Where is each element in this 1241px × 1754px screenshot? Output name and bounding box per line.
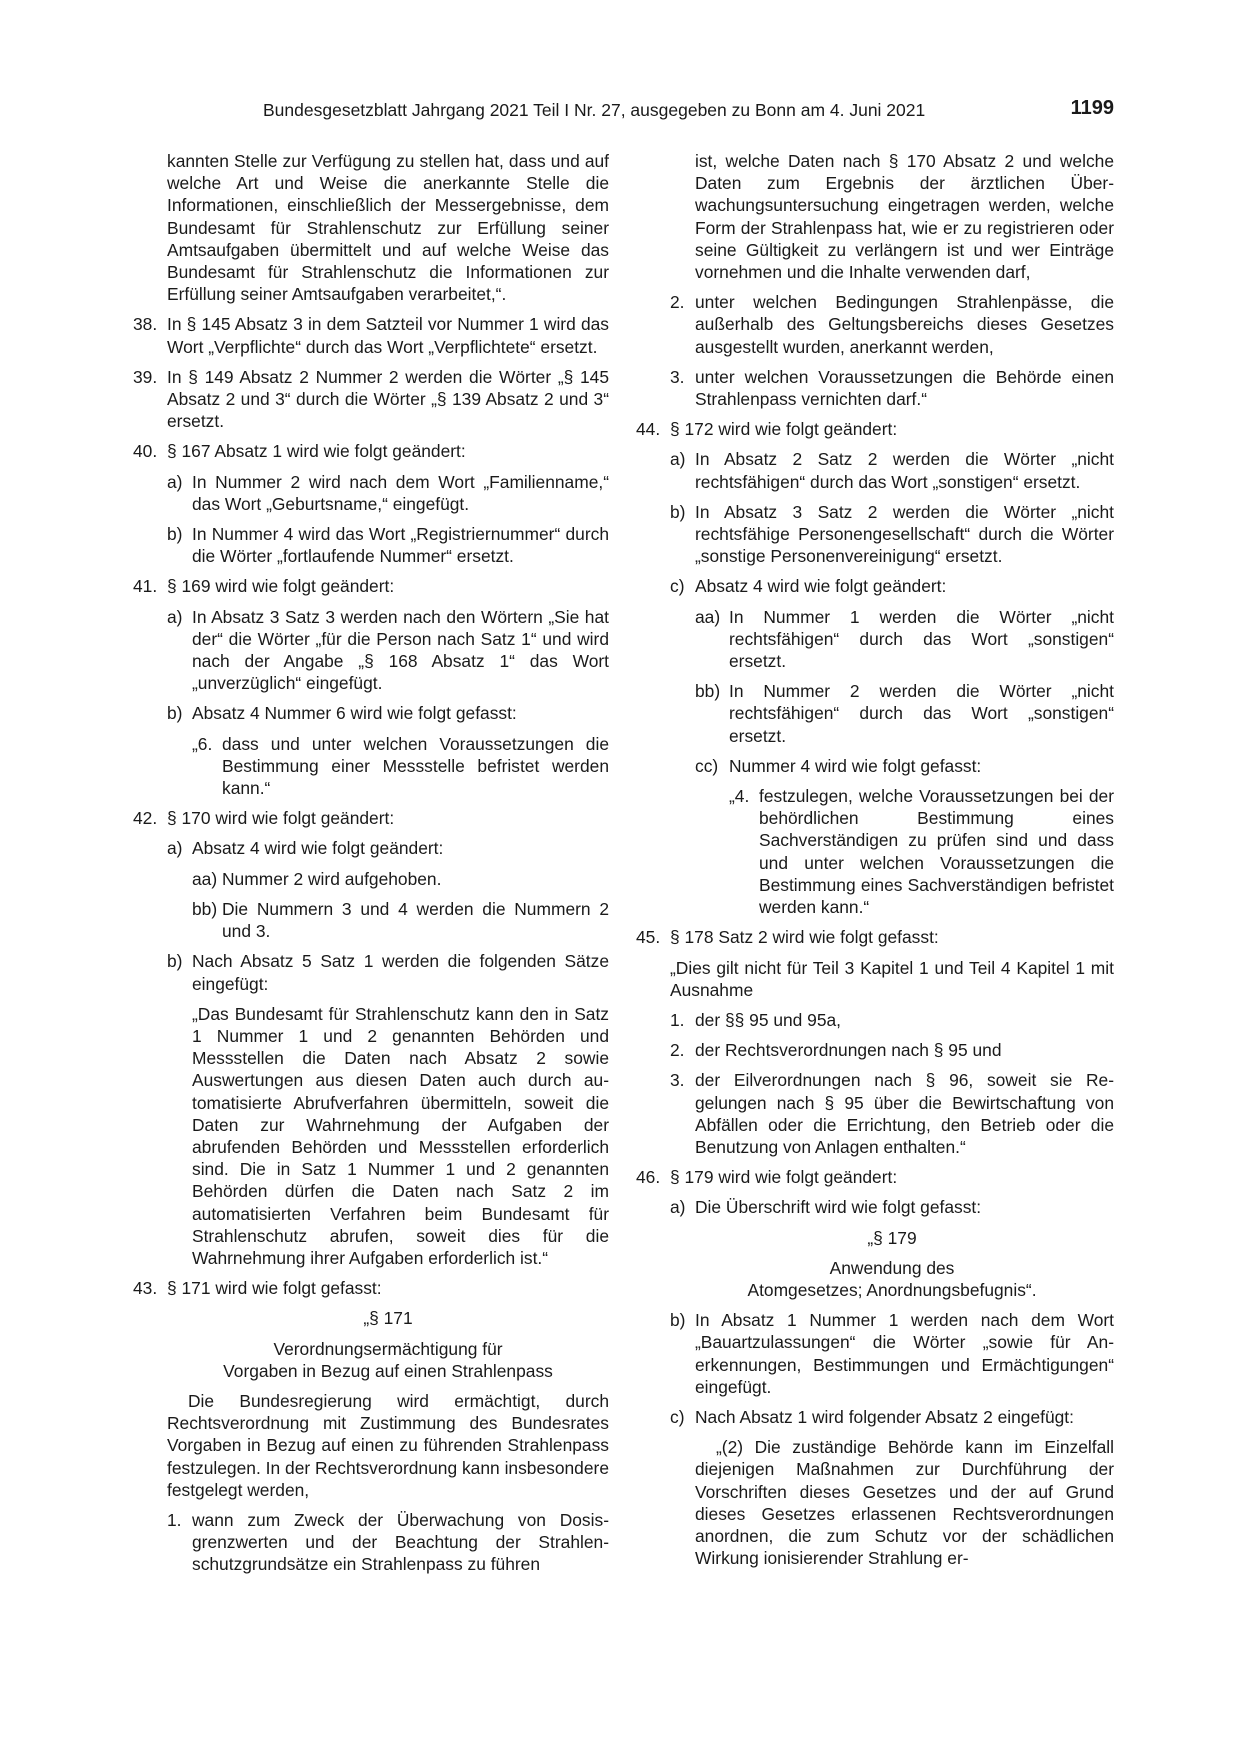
item-letter: a) xyxy=(167,838,183,859)
section-number: „§ 179 xyxy=(867,1227,917,1248)
page-header xyxy=(263,97,1114,126)
list-subitem-40b xyxy=(167,523,609,567)
item-letter: a) xyxy=(670,1197,686,1218)
list-subitem-44c-bb xyxy=(695,680,1114,747)
quoted-paragraph: „Dies gilt nicht für Teil 3 Kapitel 1 und Teil 4 Kapitel 1 mit Ausnahme xyxy=(670,957,1114,1000)
list-subitem-40a xyxy=(167,471,609,515)
section-point-2 xyxy=(670,291,1114,358)
item-text: § 179 wird wie folgt geändert: xyxy=(670,1167,898,1188)
item-text: In Nummer 4 wird das Wort „Registriernummer“ durch die Wörter „fortlaufende Nummer“ ersetzt. xyxy=(192,524,609,567)
item-text: unter welchen Voraussetzungen die Behörde einen Strahlenpass vernichten darf.“ xyxy=(695,366,1114,410)
continued-paragraph: kannten Stelle zur Verfügung zu stellen hat, dass und auf welche Art und Weise die anerkannte Stelle die Informationen, einschließlich der Messergebnisse, dem Bundesamt für Strahlenschutz zur Erfüllung seiner Amtsaufgaben übermittelt und auf welche Weise das Bundesamt für Strahlenschutz die Informationen zur Erfüllung seiner Amtsaufgaben verarbeitet,“. xyxy=(167,151,609,305)
item-number: 38. xyxy=(133,314,158,335)
item-letter: b) xyxy=(167,951,183,972)
item-text: In Nummer 1 werden die Wörter „nicht rechtsfähigen“ durch das Wort „sonstigen“ ersetzt. xyxy=(729,606,1114,672)
section-point-1 xyxy=(167,1509,609,1576)
gazette-title: Bundesgesetzblatt Jahrgang 2021 Teil I Nr. 27, ausgegeben zu Bonn am 4. Juni 2021 xyxy=(263,100,926,120)
item-letter: bb) xyxy=(192,898,218,919)
item-text: In Nummer 2 wird nach dem Wort „Familienname,“ das Wort „Geburtsname,“ eingefügt. xyxy=(192,471,609,514)
item-text: der §§ 95 und 95a, xyxy=(695,1009,842,1030)
quoted-point-1 xyxy=(670,1009,1114,1031)
right-column xyxy=(636,150,1114,1569)
item-number: 45. xyxy=(636,927,661,948)
section-number: „§ 171 xyxy=(363,1308,413,1329)
item-text: wann zum Zweck der Überwachung von Dosisgrenzwerten und der Beachtung der Strahlenschutzgrundsätze ein Strahlenpass zu führen xyxy=(192,1509,609,1575)
item-text: der Rechtsverordnungen nach § 95 und xyxy=(695,1040,1002,1061)
list-subitem-44b xyxy=(670,501,1114,568)
section-point-3 xyxy=(670,366,1114,410)
item-text: dass und unter welchen Voraussetzungen die Bestimmung einer Messstelle befristet werden kann.“ xyxy=(222,733,609,799)
continued-point-1: ist, welche Daten nach § 170 Absatz 2 und welche Daten zum Ergebnis der ärztlichen Überwachungsuntersuchung eingetragen werden, welche Form der Strahlenpass hat, wie er zu registrieren oder seine Gültigkeit zu verlängern ist und wer Einträge vornehmen und die Inhalte verwenden darf, xyxy=(695,151,1114,283)
item-text: In Absatz 1 Nummer 1 werden nach dem Wort „Bauartzulassungen“ die Wörter „sowie für Anerkennungen, Bestimmungen und Ermächtigungen“ eingefügt. xyxy=(695,1310,1114,1397)
quoted-paragraph: „Das Bundesamt für Strahlenschutz kann den in Satz 1 Nummer 1 und 2 genannten Behörden und Messstellen die Daten nach Absatz 2 sowie Auswertungen aus diesen Daten auch durch automatisierte Abrufverfahren übermitteln, soweit die Daten zur Wahrnehmung der Aufgaben der abrufenden Behörden und Messstellen erforderlich sind. Die in Satz 1 Nummer 1 und 2 genannten Behörden dürfen die Daten nach Satz 2 im automatisierten Verfahren beim Bundesamt für Strahlenschutz abrufen, soweit dies für die Wahrnehmung ihrer Aufgaben erforderlich ist.“ xyxy=(192,1003,609,1268)
list-subitem-44c xyxy=(670,575,1114,597)
item-text: festzulegen, welche Voraussetzungen bei der behördlichen Bestimmung eines Sachverständigen zu prüfen sind und dass und unter welchen Voraussetzungen die Bestimmung eines Sachverständigen befristet werden kann.“ xyxy=(759,786,1114,918)
item-number: 44. xyxy=(636,419,661,440)
section-heading-line-1: Verordnungsermächtigung für xyxy=(273,1338,503,1359)
list-subitem-46c xyxy=(670,1406,1114,1428)
section-heading-line-2: Atomgesetzes; Anordnungsbefugnis“. xyxy=(747,1279,1037,1300)
item-text: der Eilverordnungen nach § 96, soweit sie Regelungen nach § 95 über die Bewirtschaftung von Abfällen oder die Errichtung, den Betrieb oder die Benutzung von Anlagen enthalten.“ xyxy=(695,1070,1114,1157)
item-number: 41. xyxy=(133,576,158,597)
item-text: § 167 Absatz 1 wird wie folgt geändert: xyxy=(167,441,466,462)
quoted-point-2 xyxy=(670,1039,1114,1061)
item-number: 3. xyxy=(670,366,685,387)
item-letter: b) xyxy=(670,1310,686,1331)
item-text: Die Nummern 3 und 4 werden die Nummern 2 und 3. xyxy=(222,898,609,942)
list-subitem-42a-aa xyxy=(192,868,609,890)
list-subitem-42b xyxy=(167,950,609,994)
section-heading-line-1: Anwendung des xyxy=(829,1257,955,1278)
list-subitem-41b xyxy=(167,702,609,724)
item-letter: a) xyxy=(167,606,183,627)
item-letter: b) xyxy=(167,524,183,545)
item-text: § 171 wird wie folgt gefasst: xyxy=(167,1278,382,1299)
list-subitem-44c-cc xyxy=(695,755,1114,777)
item-text: In Absatz 3 Satz 3 werden nach den Wörtern „Sie hat der“ die Wörter „für die Person nach Satz 1“ und wird nach der Angabe „§ 168 Absatz 1“ das Wort „unverzüglich“ eingefügt. xyxy=(192,606,609,694)
item-number: 3. xyxy=(670,1070,685,1091)
item-letter: c) xyxy=(670,576,685,597)
item-letter: cc) xyxy=(695,755,719,776)
item-text: In Absatz 2 Satz 2 werden die Wörter „nicht rechtsfähigen“ durch das Wort „sonstigen“ ersetzt. xyxy=(695,449,1114,492)
item-text: unter welchen Bedingungen Strahlenpässe, die außerhalb des Geltungsbereichs dieses Gesetzes ausgestellt wurden, anerkannt werden, xyxy=(695,292,1114,357)
item-text: In § 145 Absatz 3 in dem Satzteil vor Nummer 1 wird das Wort „Verpflichte“ durch das Wort „Verpflichtete“ ersetzt. xyxy=(167,314,609,357)
item-letter: bb) xyxy=(695,681,721,702)
item-number: „6. xyxy=(192,733,213,754)
item-letter: aa) xyxy=(192,868,218,889)
item-letter: aa) xyxy=(695,606,721,627)
quoted-point-3 xyxy=(670,1069,1114,1158)
list-item-43 xyxy=(133,1277,609,1299)
list-item-44 xyxy=(636,418,1114,440)
list-item-40 xyxy=(133,440,609,462)
item-text: Absatz 4 wird wie folgt geändert: xyxy=(192,838,444,859)
item-text: Nummer 4 wird wie folgt gefasst: xyxy=(729,755,982,776)
item-text: In § 149 Absatz 2 Nummer 2 werden die Wörter „§ 145 Absatz 2 und 3“ durch die Wörter „§ 139 Absatz 2 und 3“ ersetzt. xyxy=(167,366,609,432)
list-item-46 xyxy=(636,1166,1114,1188)
item-text: In Absatz 3 Satz 2 werden die Wörter „nicht rechtsfähige Personengesellschaft“ durch die Wörter „sonstige Personenvereinigung“ ersetzt. xyxy=(695,501,1114,567)
list-subitem-46b xyxy=(670,1309,1114,1398)
item-number: 2. xyxy=(670,1040,685,1061)
list-item-42 xyxy=(133,807,609,829)
list-subitem-41a xyxy=(167,606,609,695)
item-text: Nach Absatz 1 wird folgender Absatz 2 eingefügt: xyxy=(695,1406,1074,1427)
item-number: 46. xyxy=(636,1167,661,1188)
item-text: Absatz 4 wird wie folgt geändert: xyxy=(695,576,947,597)
item-text: § 170 wird wie folgt geändert: xyxy=(167,808,395,829)
list-item-39 xyxy=(133,366,609,433)
item-letter: a) xyxy=(167,471,183,492)
list-item-38 xyxy=(133,313,609,357)
item-letter: c) xyxy=(670,1406,685,1427)
item-number: 42. xyxy=(133,808,158,829)
item-text: Nach Absatz 5 Satz 1 werden die folgenden Sätze eingefügt: xyxy=(192,951,609,994)
page-number: 1199 xyxy=(1070,97,1114,119)
item-number: 2. xyxy=(670,292,685,313)
item-number: „4. xyxy=(729,786,750,807)
item-text: Die Überschrift wird wie folgt gefasst: xyxy=(695,1197,982,1218)
item-number: 40. xyxy=(133,441,158,462)
list-subitem-44c-aa xyxy=(695,606,1114,673)
item-letter: a) xyxy=(670,449,686,470)
item-text: § 172 wird wie folgt geändert: xyxy=(670,419,898,440)
left-column xyxy=(133,150,609,1576)
list-subitem-46a xyxy=(670,1196,1114,1218)
section-heading-line-2: Vorgaben in Bezug auf einen Strahlenpass xyxy=(223,1360,553,1381)
list-subitem-44a xyxy=(670,448,1114,492)
item-text: § 178 Satz 2 wird wie folgt gefasst: xyxy=(670,927,939,948)
item-number: 1. xyxy=(167,1509,182,1530)
quoted-item-4 xyxy=(729,785,1114,918)
list-item-45 xyxy=(636,926,1114,948)
item-number: 43. xyxy=(133,1278,158,1299)
item-number: 39. xyxy=(133,366,158,387)
item-text: § 169 wird wie folgt geändert: xyxy=(167,576,395,597)
item-letter: b) xyxy=(670,501,686,522)
item-letter: b) xyxy=(167,703,183,724)
item-text: In Nummer 2 werden die Wörter „nicht rechtsfähigen“ durch das Wort „sonstigen“ ersetzt. xyxy=(729,681,1114,746)
list-subitem-42a xyxy=(167,837,609,859)
item-text: Absatz 4 Nummer 6 wird wie folgt gefasst: xyxy=(192,703,517,724)
list-item-41 xyxy=(133,575,609,597)
quoted-item-6 xyxy=(192,733,609,800)
item-text: Nummer 2 wird aufgehoben. xyxy=(222,868,442,889)
quoted-paragraph: „(2) Die zuständige Behörde kann im Einzelfall diejenigen Maßnahmen zur Durchführung der Vorschriften dieses Gesetzes und der auf Grund dieses Gesetzes erlassenen Rechtsverordnungen anordnen, die zum Schutz vor der schädlichen Wirkung ionisierender Strahlung er- xyxy=(695,1437,1114,1569)
item-number: 1. xyxy=(670,1009,685,1030)
list-subitem-42a-bb xyxy=(192,898,609,942)
section-body: Die Bundesregierung wird ermächtigt, durch Rechtsverordnung mit Zustimmung des Bundesrates Vorgaben in Bezug auf einen zu führenden Strahlenpass festzulegen. In der Rechtsverordnung kann insbesondere festgelegt werden, xyxy=(167,1390,609,1500)
